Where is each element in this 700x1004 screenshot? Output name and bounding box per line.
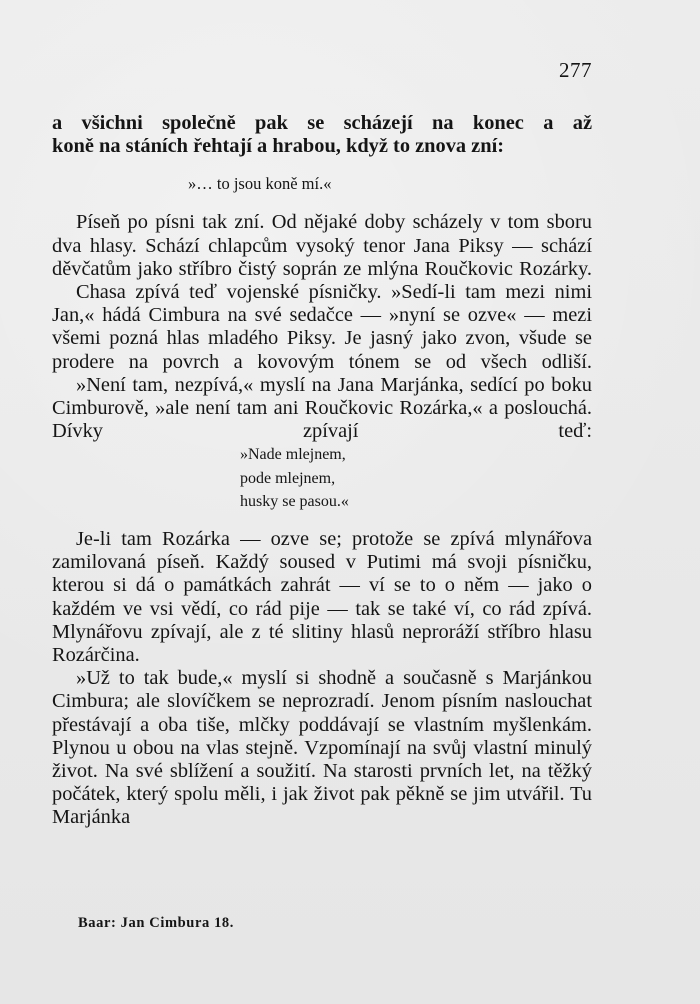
song-verse [52, 443, 592, 514]
song-line-2: pode mlejnem, [240, 469, 336, 487]
opening-bold-line-1: a všichni společně pak se scházejí na konec a až [52, 112, 592, 134]
page-body [52, 112, 592, 830]
paragraph-2: Chasa zpívá teď vojenské písničky. »Sedí-li tam mezi nimi Jan,« hádá Cimbura na své sedačce — »nyní se ozve« — mezi všemi pozná hlas mladého Piksy. Je jasný jako zvon, všude se prodere na povrch a kovovým tónem se od všech odliší. [52, 281, 592, 373]
page-footer: Baar: Jan Cimbura 18. [78, 915, 234, 931]
spacer [52, 195, 592, 211]
paragraph-5: »Už to tak bude,« myslí si shodně a současně s Marjánkou Cimbura; ale slovíčkem se neprozradí. Jenom písním naslouchat přestávají a oba tiše, mlčky poddávají se vlastním myšlenkám. Plynou u obou na vlas stejně. Vzpomínají na svůj vlastní minulý život. Na své sblížení a soužití. Na starosti prvních let, na těžký počátek, který spolu měli, i jak život pak pěkně se jim utvářil. Tu Marjánka [52, 667, 592, 829]
opening-quote: »… to jsou koně mí.« [188, 174, 332, 194]
paragraph-3: »Není tam, nezpívá,« myslí na Jana Marjánka, sedící po boku Cimburově, »ale není tam ani Roučkovic Rozárka,« a poslouchá. Dívky zpívají teď: [52, 373, 592, 443]
opening-bold-line-2: koně na stáních řehtají a hrabou, když to znova zní: [52, 135, 505, 158]
paragraph-1: Píseň po písni tak zní. Od nějaké doby scházely v tom sboru dva hlasy. Schází chlapcům vysoký tenor Jana Piksy — schází děvčatům jako stříbro čistý soprán ze mlýna Roučkovic Rozárky. [52, 211, 592, 280]
paragraph-4: Je-li tam Rozárka — ozve se; protože se zpívá mlynářova zamilovaná píseň. Každý soused v Putimi má svoji písničku, kterou si dá o památkách zahrát — ví se to o něm — jako o každém ve vsi vědí, co rád pije — tak se také ví, co rád zpívá. Mlynářovu zpívají, ale z té slitiny hlasů neproráží stříbro hlasu Rozárčina. [52, 527, 592, 666]
spacer [52, 158, 592, 172]
page-number: 277 [559, 58, 592, 82]
song-line-1: »Nade mlejnem, [240, 446, 346, 464]
spacer [52, 514, 592, 528]
song-line-3: husky se pasou.« [240, 493, 349, 511]
